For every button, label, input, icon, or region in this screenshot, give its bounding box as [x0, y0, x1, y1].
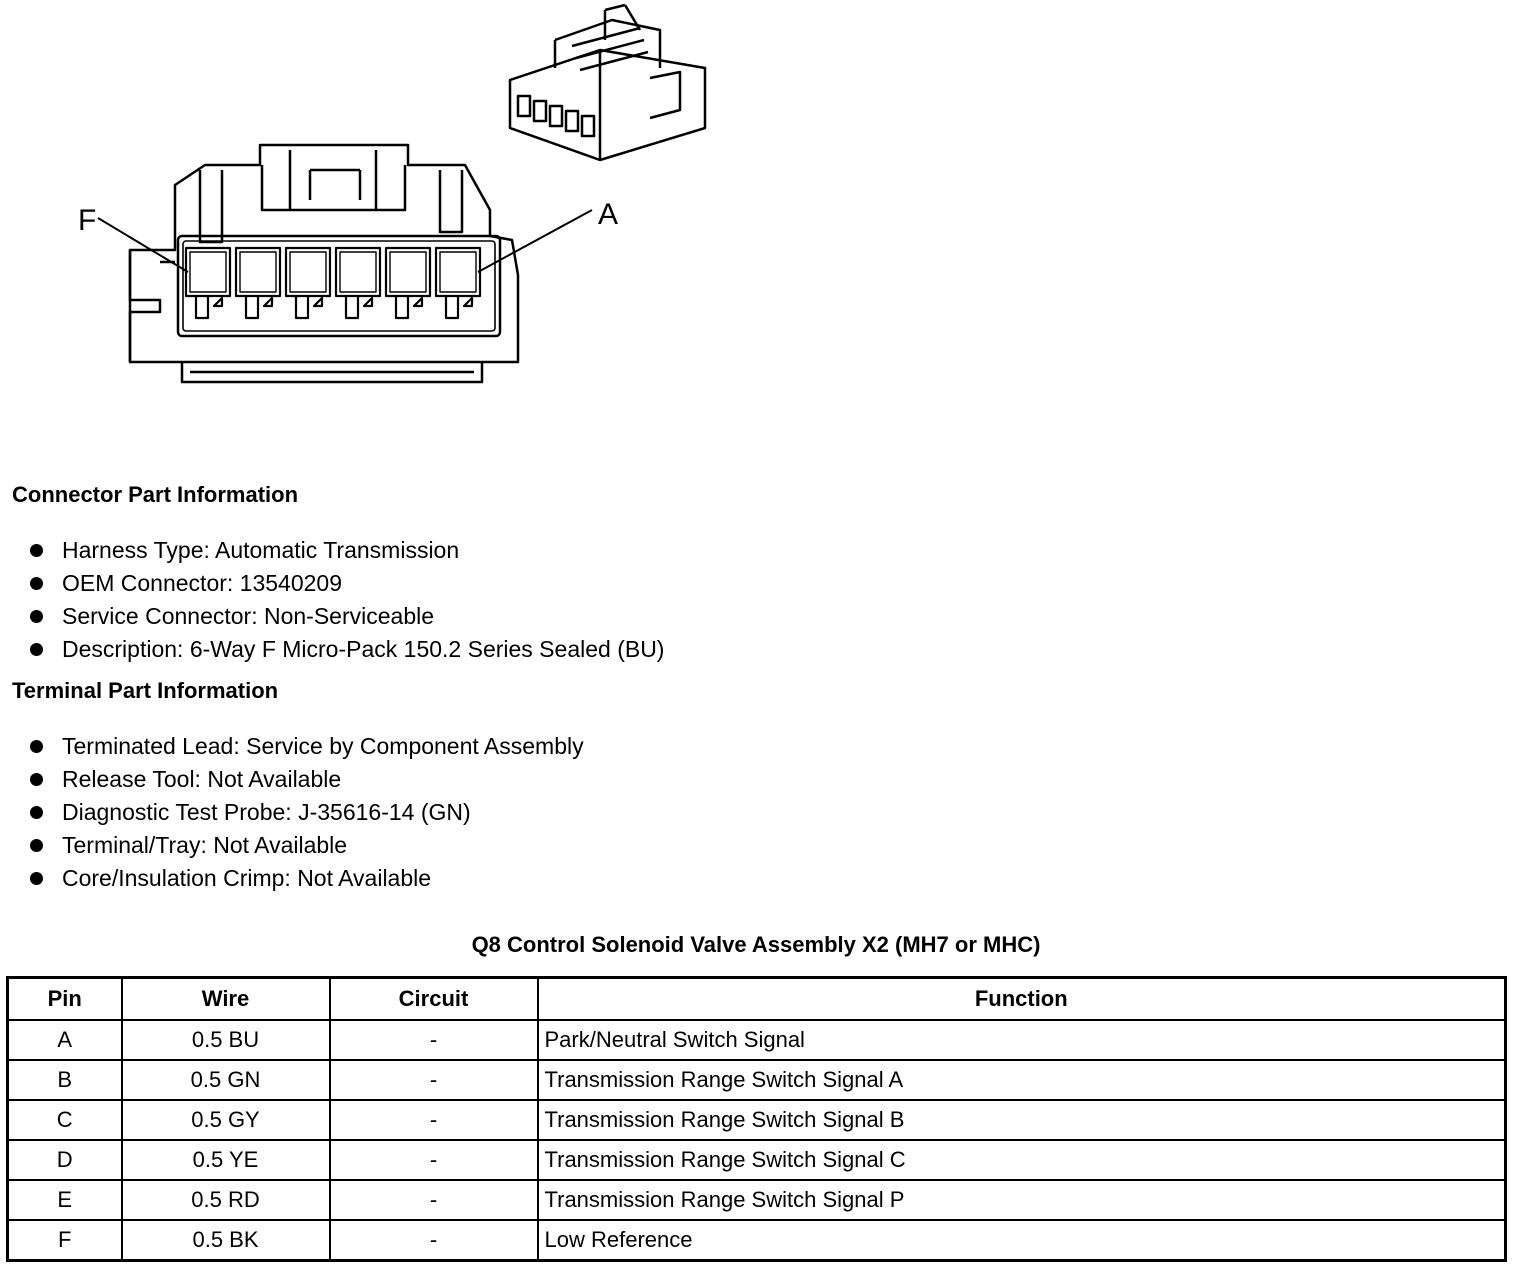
- table-row: [8, 1020, 1506, 1060]
- table-header-row: [8, 978, 1506, 1021]
- bullet-icon: [30, 773, 43, 786]
- list-item-text: Harness Type: Automatic Transmission: [62, 537, 460, 563]
- function-cell: Transmission Range Switch Signal A: [538, 1060, 1506, 1100]
- function-cell: Transmission Range Switch Signal B: [538, 1100, 1506, 1140]
- terminal-info-heading: Terminal Part Information: [12, 678, 279, 703]
- column-header-function: Function: [538, 978, 1506, 1021]
- circuit-cell: -: [330, 1100, 538, 1140]
- bullet-icon: [30, 643, 43, 656]
- column-header-circuit: Circuit: [330, 978, 538, 1021]
- list-item: [28, 567, 664, 600]
- circuit-cell: -: [330, 1060, 538, 1100]
- pin-cell: B: [8, 1060, 122, 1100]
- list-item-text: Terminal/Tray: Not Available: [62, 832, 348, 858]
- pin-cell: D: [8, 1140, 122, 1180]
- wire-cell: 0.5 GN: [122, 1060, 330, 1100]
- circuit-cell: -: [330, 1180, 538, 1220]
- list-item-text: Terminated Lead: Service by Component Assembly: [62, 733, 584, 759]
- list-item: [28, 829, 584, 862]
- function-cell: Low Reference: [538, 1220, 1506, 1261]
- list-item-text: Service Connector: Non-Serviceable: [62, 603, 435, 629]
- list-item: [28, 763, 584, 796]
- function-cell: Park/Neutral Switch Signal: [538, 1020, 1506, 1060]
- list-item-text: Description: 6-Way F Micro-Pack 150.2 Series Sealed (BU): [62, 636, 665, 662]
- function-cell: Transmission Range Switch Signal C: [538, 1140, 1506, 1180]
- bullet-icon: [30, 544, 43, 557]
- table-row: [8, 1220, 1506, 1261]
- list-item: [28, 633, 664, 666]
- terminal-cavities-drawing: [186, 248, 480, 318]
- wire-cell: 0.5 BK: [122, 1220, 330, 1261]
- bullet-icon: [30, 740, 43, 753]
- wire-cell: 0.5 GY: [122, 1100, 330, 1140]
- column-header-wire: Wire: [122, 978, 330, 1021]
- list-item: [28, 730, 584, 763]
- list-item-text: Diagnostic Test Probe: J-35616-14 (GN): [62, 799, 471, 825]
- wire-cell: 0.5 BU: [122, 1020, 330, 1060]
- circuit-cell: -: [330, 1020, 538, 1060]
- circuit-cell: -: [330, 1140, 538, 1180]
- list-item-text: Core/Insulation Crimp: Not Available: [62, 865, 432, 891]
- function-cell: Transmission Range Switch Signal P: [538, 1180, 1506, 1220]
- column-header-pin: Pin: [8, 978, 122, 1021]
- pinout-table: [6, 976, 1507, 1262]
- list-item: [28, 600, 664, 633]
- list-item: [28, 862, 584, 895]
- pin-label-a: A: [598, 198, 619, 231]
- pin-cell: A: [8, 1020, 122, 1060]
- connector-face-drawing: [130, 145, 518, 382]
- connector-info-heading: Connector Part Information: [12, 482, 299, 507]
- list-item-text: OEM Connector: 13540209: [62, 570, 343, 596]
- terminal-info-list: [28, 730, 584, 895]
- leader-line-a: [478, 210, 592, 272]
- pin-cell: C: [8, 1100, 122, 1140]
- table-row: [8, 1180, 1506, 1220]
- bullet-icon: [30, 806, 43, 819]
- wire-cell: 0.5 RD: [122, 1180, 330, 1220]
- bullet-icon: [30, 610, 43, 623]
- mating-connector-drawing: [510, 5, 705, 160]
- table-row: [8, 1100, 1506, 1140]
- table-row: [8, 1140, 1506, 1180]
- connector-diagram: [0, 0, 760, 420]
- circuit-cell: -: [330, 1220, 538, 1261]
- bullet-icon: [30, 839, 43, 852]
- pin-label-f: F: [78, 204, 97, 237]
- wire-cell: 0.5 YE: [122, 1140, 330, 1180]
- pin-cell: F: [8, 1220, 122, 1261]
- bullet-icon: [30, 577, 43, 590]
- bullet-icon: [30, 872, 43, 885]
- table-title: Q8 Control Solenoid Valve Assembly X2 (MH7 or MHC): [471, 932, 1041, 957]
- pin-cell: E: [8, 1180, 122, 1220]
- table-row: [8, 1060, 1506, 1100]
- list-item: [28, 534, 664, 567]
- list-item-text: Release Tool: Not Available: [62, 766, 342, 792]
- connector-info-list: [28, 534, 664, 666]
- list-item: [28, 796, 584, 829]
